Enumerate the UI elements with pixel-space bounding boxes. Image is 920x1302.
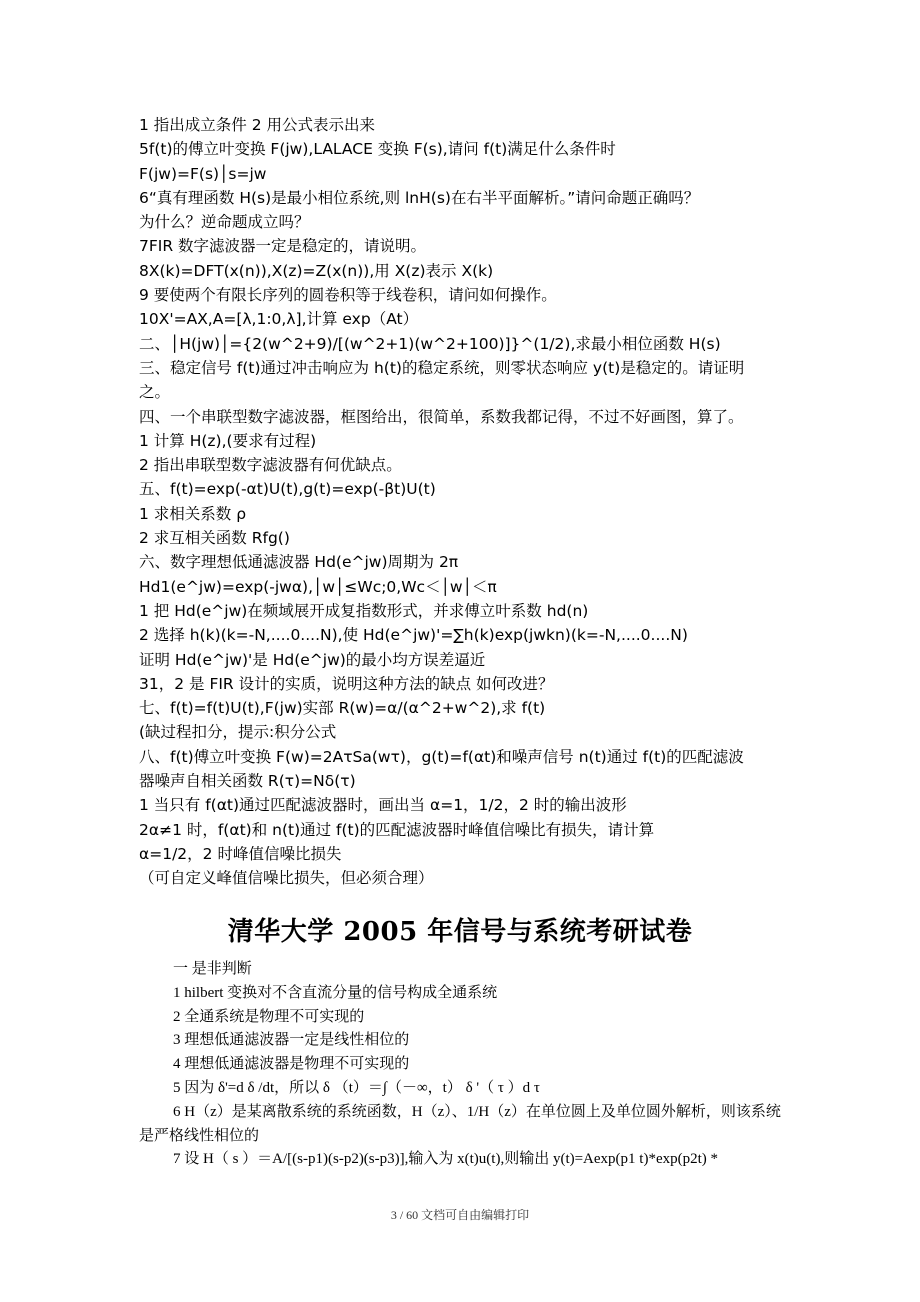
list-item: 1 hilbert 变换对不含直流分量的信号构成全通系统	[173, 984, 498, 1001]
page-footer: 3 / 60 文档可自由编辑打印	[390, 1208, 530, 1222]
text-line: 2 求互相关函数 Rfg()	[139, 529, 290, 548]
judgement-section	[139, 958, 784, 1172]
text-line: 四、一个串联型数字滤波器，框图给出，很简单，系数我都记得，不过不好画图，算了。	[139, 407, 744, 426]
text-line: 2 指出串联型数字滤波器有何优缺点。	[139, 456, 402, 475]
text-line: Hd1(e^jw)=exp(-jwα),│w│≤Wc;0,Wc＜│w│＜π	[139, 577, 497, 596]
list-item: 2 全通系统是物理不可实现的	[173, 1008, 365, 1025]
text-line: α=1/2，2 时峰值信噪比损失	[139, 844, 342, 863]
text-line: 8X(k)=DFT(x(n)),X(z)=Z(x(n)),用 X(z)表示 X(k)	[139, 261, 494, 280]
text-line: 为什么？逆命题成立吗？	[139, 213, 310, 232]
text-line: 6“真有理函数 H(s)是最小相位系统,则 lnH(s)在右半平面解析。”请问命题正确吗？	[139, 188, 700, 207]
text-line: 10X'=AX,A=[λ,1:0,λ],计算 exp（At）	[139, 310, 419, 329]
text-line: 器噪声自相关函数 R(τ)=Nδ(τ)	[139, 772, 356, 791]
text-line: 1 计算 H(z),(要求有过程)	[139, 431, 317, 450]
text-line: F(jw)=F(s)│s=jw	[139, 164, 267, 183]
text-line: 五、f(t)=exp(-αt)U(t),g(t)=exp(-βt)U(t)	[139, 480, 436, 499]
text-line: 2 选择 h(k)(k=-N,....0....N),使 Hd(e^jw)'=∑h(k)exp(jwkn)(k=-N,....0....N)	[139, 626, 688, 645]
text-line: 5f(t)的傅立叶变换 F(jw),LALACE 变换 F(s),请问 f(t)满足什么条件时	[139, 140, 616, 159]
text-line: 二、│H(jw)│={2(w^2+9)/[(w^2+1)(w^2+100)]}^(1/2),求最小相位函数 H(s)	[139, 334, 721, 353]
text-line: 之。	[139, 383, 171, 402]
text-line: 八、f(t)傅立叶变换 F(w)=2AτSa(wτ)，g(t)=f(αt)和噪声信号 n(t)通过 f(t)的匹配滤波	[139, 747, 744, 766]
list-item: 7 设 H（ s ）＝A/[(s-p1)(s-p2)(s-p3)],输入为 x(t)u(t),则输出 y(t)=Aexp(p1 t)*exp(p2t) *	[173, 1151, 719, 1168]
text-line: 七、f(t)=f(t)U(t),F(jw)实部 R(w)=α/(α^2+w^2),求 f(t)	[139, 699, 546, 718]
exam-title: 清华大学 2005 年信号与系统考研试卷	[227, 917, 693, 947]
list-item: 6 H（z）是某离散系统的系统函数，H（z）、1/H（z）在单位圆上及单位圆外解析，则该系统是严格线性相位的	[139, 1103, 781, 1144]
text-line: （可自定义峰值信噪比损失，但必须合理）	[139, 869, 434, 888]
text-line: 三、稳定信号 f(t)通过冲击响应为 h(t)的稳定系统，则零状态响应 y(t)是稳定的。请证明	[139, 358, 745, 377]
section-heading: 一 是非判断	[173, 961, 252, 977]
question-text-block	[139, 113, 819, 891]
text-line: 9 要使两个有限长序列的圆卷积等于线卷积，请问如何操作。	[139, 286, 557, 305]
list-item: 4 理想低通滤波器是物理不可实现的	[173, 1056, 410, 1073]
list-item: 5 因为 δ'=d δ /dt，所以 δ （t）＝∫（－∞，t） δ '（ τ ）d τ	[173, 1079, 540, 1096]
text-line: (缺过程扣分，提示:积分公式	[139, 723, 337, 742]
text-line: 六、数字理想低通滤波器 Hd(e^jw)周期为 2π	[139, 553, 459, 572]
text-line: 证明 Hd(e^jw)'是 Hd(e^jw)的最小均方误差逼近	[139, 650, 486, 669]
list-item: 3 理想低通滤波器一定是线性相位的	[173, 1032, 410, 1049]
text-line: 31，2 是 FIR 设计的实质，说明这种方法的缺点 如何改进？	[139, 674, 554, 693]
text-line: 2α≠1 时，f(αt)和 n(t)通过 f(t)的匹配滤波器时峰值信噪比有损失，请计算	[139, 820, 655, 839]
text-line: 1 指出成立条件 2 用公式表示出来	[139, 116, 376, 134]
text-line: 1 当只有 f(αt)通过匹配滤波器时，画出当 α=1，1/2，2 时的输出波形	[139, 796, 627, 815]
text-line: 1 把 Hd(e^jw)在频域展开成复指数形式，并求傅立叶系数 hd(n)	[139, 601, 589, 620]
text-line: 1 求相关系数 ρ	[139, 504, 247, 523]
text-line: 7FIR 数字滤波器一定是稳定的，请说明。	[139, 237, 427, 256]
